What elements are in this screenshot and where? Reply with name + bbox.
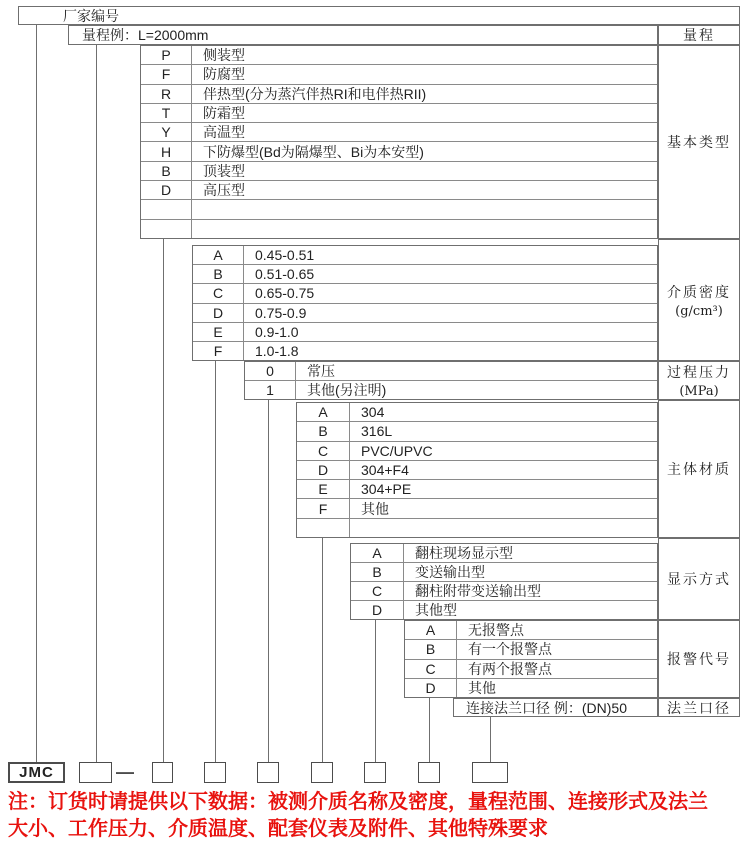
table-row [297,422,657,441]
desc-cell: 0.9-1.0 [255,323,299,340]
table-row [141,181,657,200]
desc-cell: 无报警点 [468,622,524,639]
code-cell: 0 [245,362,296,380]
code-cell: D [351,601,404,619]
table-row [141,65,657,84]
order-code-box-5 [311,762,333,783]
code-cell: B [351,563,404,581]
desc-cell [192,220,657,238]
code-cell: B [193,265,244,283]
code-cell: A [351,544,404,562]
desc-cell: 其他 [361,500,389,517]
code-cell: D [297,461,350,479]
section-label-basic-type: 基本类型 [658,45,740,239]
code-cell: F [193,342,244,360]
code-cell: B [141,162,192,180]
table-row [351,563,657,582]
table-row [141,104,657,123]
code-cell: C [297,442,350,460]
table-row [141,162,657,181]
code-cell [141,200,192,218]
table-row [193,284,657,303]
desc-cell: 0.75-0.9 [255,304,307,321]
order-note [8,789,748,843]
section-label-process-pressure: 过程压力 (MPa) [658,361,740,400]
code-cell: B [297,422,350,440]
connector-line [429,698,430,762]
code-cell: R [141,85,192,103]
code-cell: A [405,621,457,639]
order-code-box-6 [364,762,386,783]
desc-cell: 顶装型 [203,162,245,179]
desc-cell: 防腐型 [203,66,245,83]
desc-cell: 304+PE [361,481,412,498]
desc-cell: 其他(另注明) [307,382,387,398]
desc-cell: 304 [361,404,385,421]
section-label-display-mode: 显示方式 [658,538,740,620]
connector-line [268,400,269,762]
table-row [405,660,657,679]
table-row [141,46,657,65]
desc-cell: 有一个报警点 [468,641,552,658]
code-cell: P [141,46,192,64]
table-row [141,220,657,238]
code-cell: E [297,480,350,498]
table-row [297,442,657,461]
order-code-box-3 [204,762,226,783]
code-cell: C [193,284,244,302]
code-cell: B [405,640,457,658]
desc-cell: 翻柱现场显示型 [415,545,513,561]
table-row [297,403,657,422]
desc-cell: 常压 [307,363,335,379]
table-row [193,265,657,284]
code-cell: D [193,304,244,322]
code-cell: C [351,582,404,600]
range-example-label: 量程例：L=2000mm [82,27,209,43]
body-material-table [296,402,658,538]
desc-cell: 变送输出型 [415,564,485,580]
table-row [141,200,657,219]
manufacturer-number-label: 厂家编号 [63,7,119,24]
order-note-line2: 大小、工作压力、介质温度、配套仪表及附件、其他特殊要求 [8,818,548,840]
code-cell: C [405,660,457,678]
manufacturer-number-row [18,6,740,25]
flange-size-row [453,698,658,717]
order-code-box-4 [257,762,279,783]
desc-cell: 伴热型(分为蒸汽伴热RI和电伴热RII) [203,85,427,102]
desc-cell: 304+F4 [361,461,409,478]
desc-cell: 侧装型 [203,47,245,64]
table-row [245,362,657,381]
desc-cell: 0.65-0.75 [255,285,315,302]
connector-line [375,620,376,762]
desc-cell: 高压型 [203,182,245,199]
table-row [141,142,657,161]
desc-cell: 高温型 [203,124,245,141]
code-cell: E [193,323,244,341]
code-cell: F [297,499,350,517]
desc-cell: 其他型 [415,602,457,618]
process-pressure-table [244,361,658,400]
order-note-line1: 注：订货时请提供以下数据：被测介质名称及密度，量程范围、连接形式及法兰 [8,791,708,813]
section-label-flange-size: 法兰口径 [658,698,740,717]
table-row [297,499,657,518]
table-row [297,461,657,480]
table-row [405,621,657,640]
code-cell: 1 [245,381,296,399]
table-row [141,123,657,142]
code-cell [297,519,350,537]
code-cell: H [141,142,192,160]
desc-cell: 下防爆型(Bd为隔爆型、Bi为本安型) [203,143,424,160]
order-code-box-7 [418,762,440,783]
table-row [193,342,657,360]
desc-cell: 1.0-1.8 [255,342,299,359]
table-row [193,304,657,323]
order-code-box-1 [79,762,112,783]
desc-cell: 0.45-0.51 [255,247,315,264]
desc-cell: 其他 [468,679,496,696]
connector-line [490,717,491,762]
order-code-box-8 [472,762,508,783]
code-cell [141,220,192,238]
table-row [351,582,657,601]
table-row [193,246,657,265]
desc-cell: 翻柱附带变送输出型 [415,583,541,599]
section-label-body-material: 主体材质 [658,400,740,538]
table-row [351,544,657,563]
code-cell: D [405,679,457,697]
desc-cell [192,200,657,218]
table-row [297,480,657,499]
code-cell: A [193,246,244,264]
medium-density-table [192,245,658,361]
table-row [405,679,657,697]
dash-separator: — [116,762,134,782]
table-row [351,601,657,619]
connector-line [96,45,97,762]
desc-cell: 有两个报警点 [468,660,552,677]
order-code-box-2 [152,762,173,783]
desc-cell [350,519,657,537]
code-cell: A [297,403,350,421]
desc-cell: 防霜型 [203,105,245,122]
range-example-row [68,25,658,45]
code-cell: F [141,65,192,83]
section-label-range: 量程 [658,25,740,45]
code-cell: Y [141,123,192,141]
display-mode-table [350,543,658,620]
table-row [193,323,657,342]
desc-cell: 0.51-0.65 [255,266,315,283]
desc-cell: 316L [361,423,393,440]
basic-type-table [140,45,658,239]
section-label-medium-density: 介质密度 (g/cm³) [658,239,740,361]
connector-line [36,25,37,762]
table-row [141,85,657,104]
section-label-alarm-code: 报警代号 [658,620,740,698]
connector-line [215,361,216,762]
flange-size-text: 连接法兰口径 例：(DN)50 [466,699,628,716]
table-row [405,640,657,659]
alarm-code-table [404,620,658,698]
model-prefix-box: JMC [8,762,65,783]
code-cell: T [141,104,192,122]
code-cell: D [141,181,192,199]
desc-cell: PVC/UPVC [361,442,433,459]
connector-line [163,239,164,762]
table-row [245,381,657,399]
connector-line [322,538,323,762]
table-row [297,519,657,537]
